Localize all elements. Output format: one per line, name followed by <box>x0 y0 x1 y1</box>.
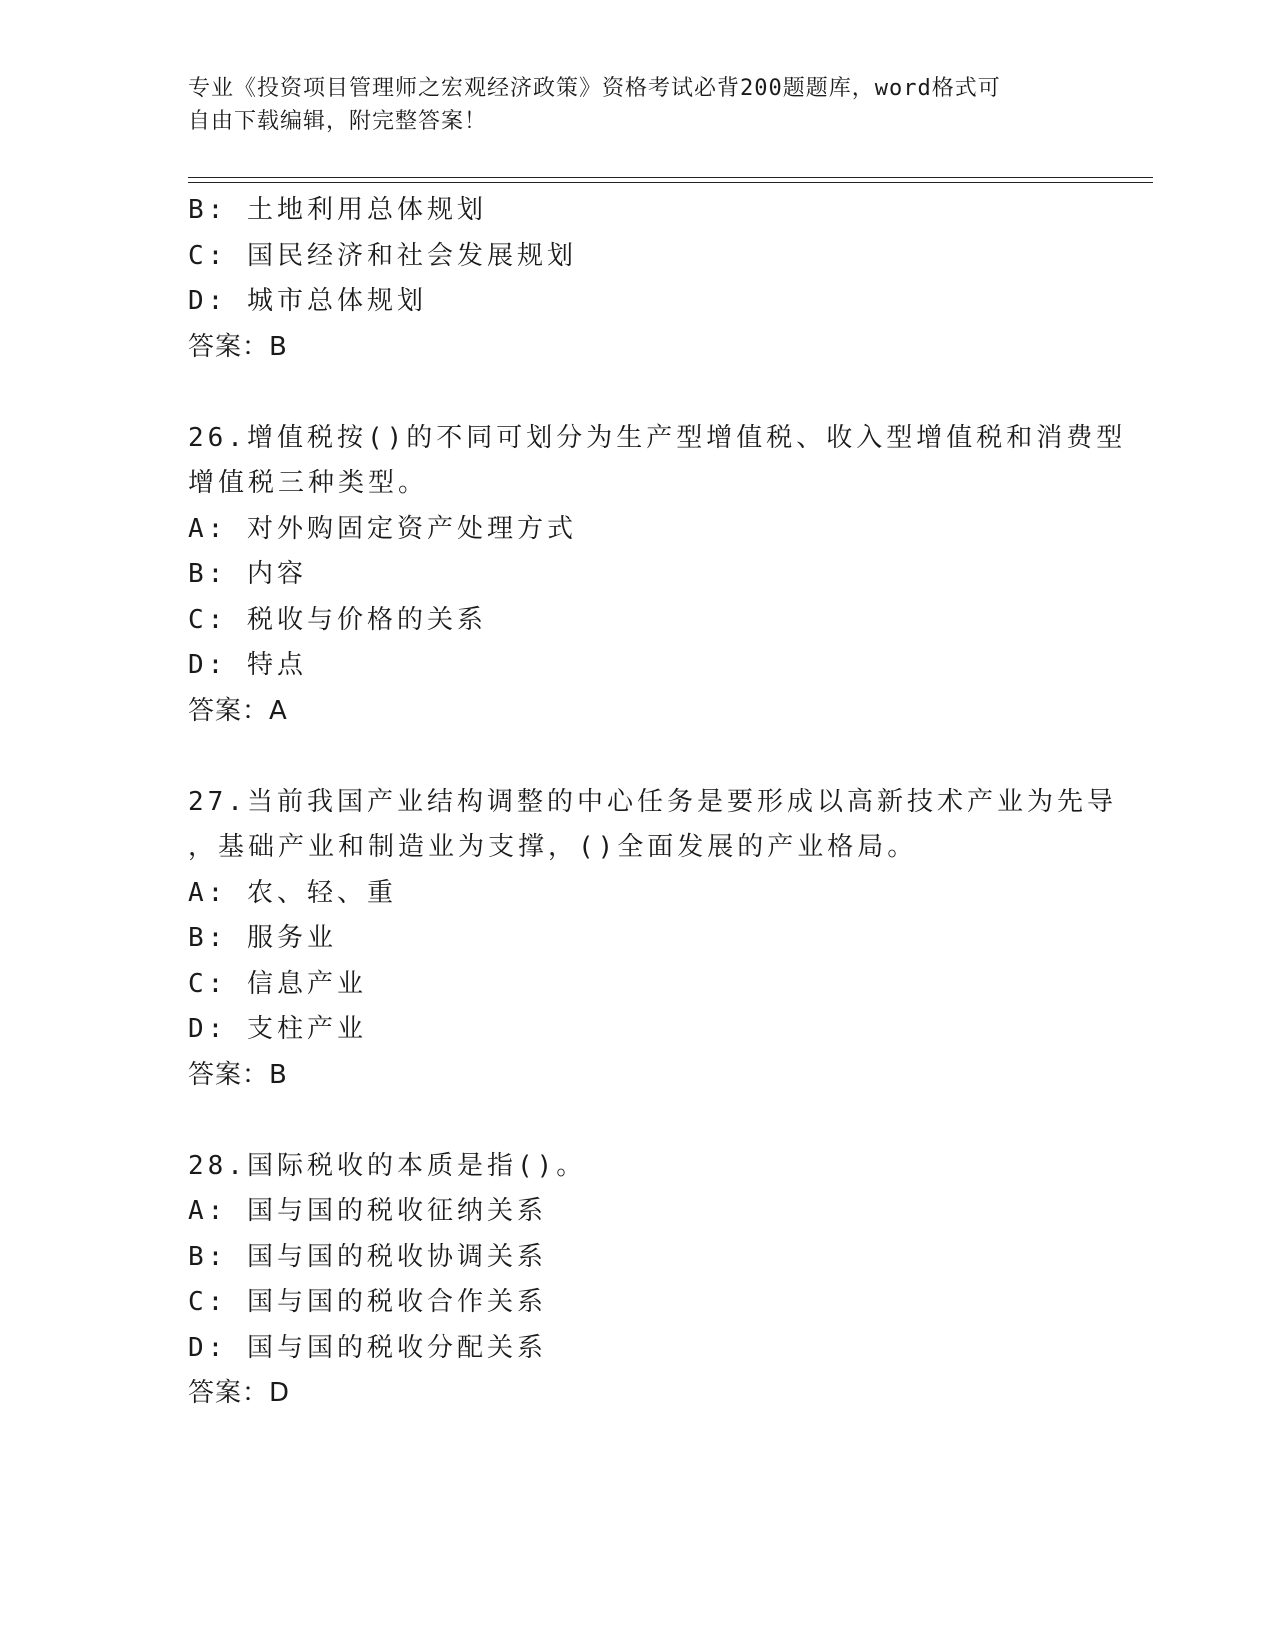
question-block-28 <box>188 1144 1088 1417</box>
option-a: A: 对外购固定资产处理方式 <box>188 513 577 544</box>
question-stem-line: 28.国际税收的本质是指()。 <box>188 1150 587 1181</box>
answer-line: 答案：B <box>188 331 288 362</box>
option-d: D: 国与国的税收分配关系 <box>188 1332 547 1363</box>
option-b: B: 国与国的税收协调关系 <box>188 1241 547 1272</box>
question-stem-line: 27.当前我国产业结构调整的中心任务是要形成以高新技术产业为先导 <box>188 786 1117 817</box>
option-c: C: 国民经济和社会发展规划 <box>188 240 577 271</box>
option-a: A: 农、轻、重 <box>188 877 397 908</box>
document-header <box>188 72 1068 138</box>
header-divider-top <box>188 177 1153 178</box>
answer-line: 答案：D <box>188 1378 291 1408</box>
question-stem-line: ，基础产业和制造业为支撑，()全面发展的产业格局。 <box>188 832 918 862</box>
spacer <box>188 734 1088 780</box>
answer-line: 答案：B <box>188 1059 288 1090</box>
question-stem-line: 26.增值税按()的不同可划分为生产型增值税、收入型增值税和消费型 <box>188 422 1127 453</box>
question-list <box>188 188 1127 1417</box>
header-line-2: 自由下载编辑，附完整答案！ <box>188 109 488 134</box>
option-c: C: 信息产业 <box>188 968 367 999</box>
option-c: C: 税收与价格的关系 <box>188 604 487 635</box>
option-b: B: 内容 <box>188 559 307 589</box>
spacer <box>188 370 1088 416</box>
answer-line: 答案：A <box>188 695 288 726</box>
option-b: B: 服务业 <box>188 923 337 953</box>
question-block-27 <box>188 780 1117 1099</box>
header-line-1: 专业《投资项目管理师之宏观经济政策》资格考试必背200题题库，word格式可 <box>188 76 1001 101</box>
spacer <box>188 1098 1088 1144</box>
header-divider-bottom <box>188 182 1153 183</box>
option-d: D: 特点 <box>188 650 307 680</box>
option-d: D: 城市总体规划 <box>188 286 427 316</box>
question-stem-line: 增值税三种类型。 <box>188 468 429 498</box>
option-b: B: 土地利用总体规划 <box>188 195 487 225</box>
question-block-26 <box>188 416 1127 735</box>
option-a: A: 国与国的税收征纳关系 <box>188 1196 547 1226</box>
option-d: D: 支柱产业 <box>188 1014 367 1044</box>
question-block-continued <box>188 188 1088 370</box>
option-c: C: 国与国的税收合作关系 <box>188 1287 547 1317</box>
